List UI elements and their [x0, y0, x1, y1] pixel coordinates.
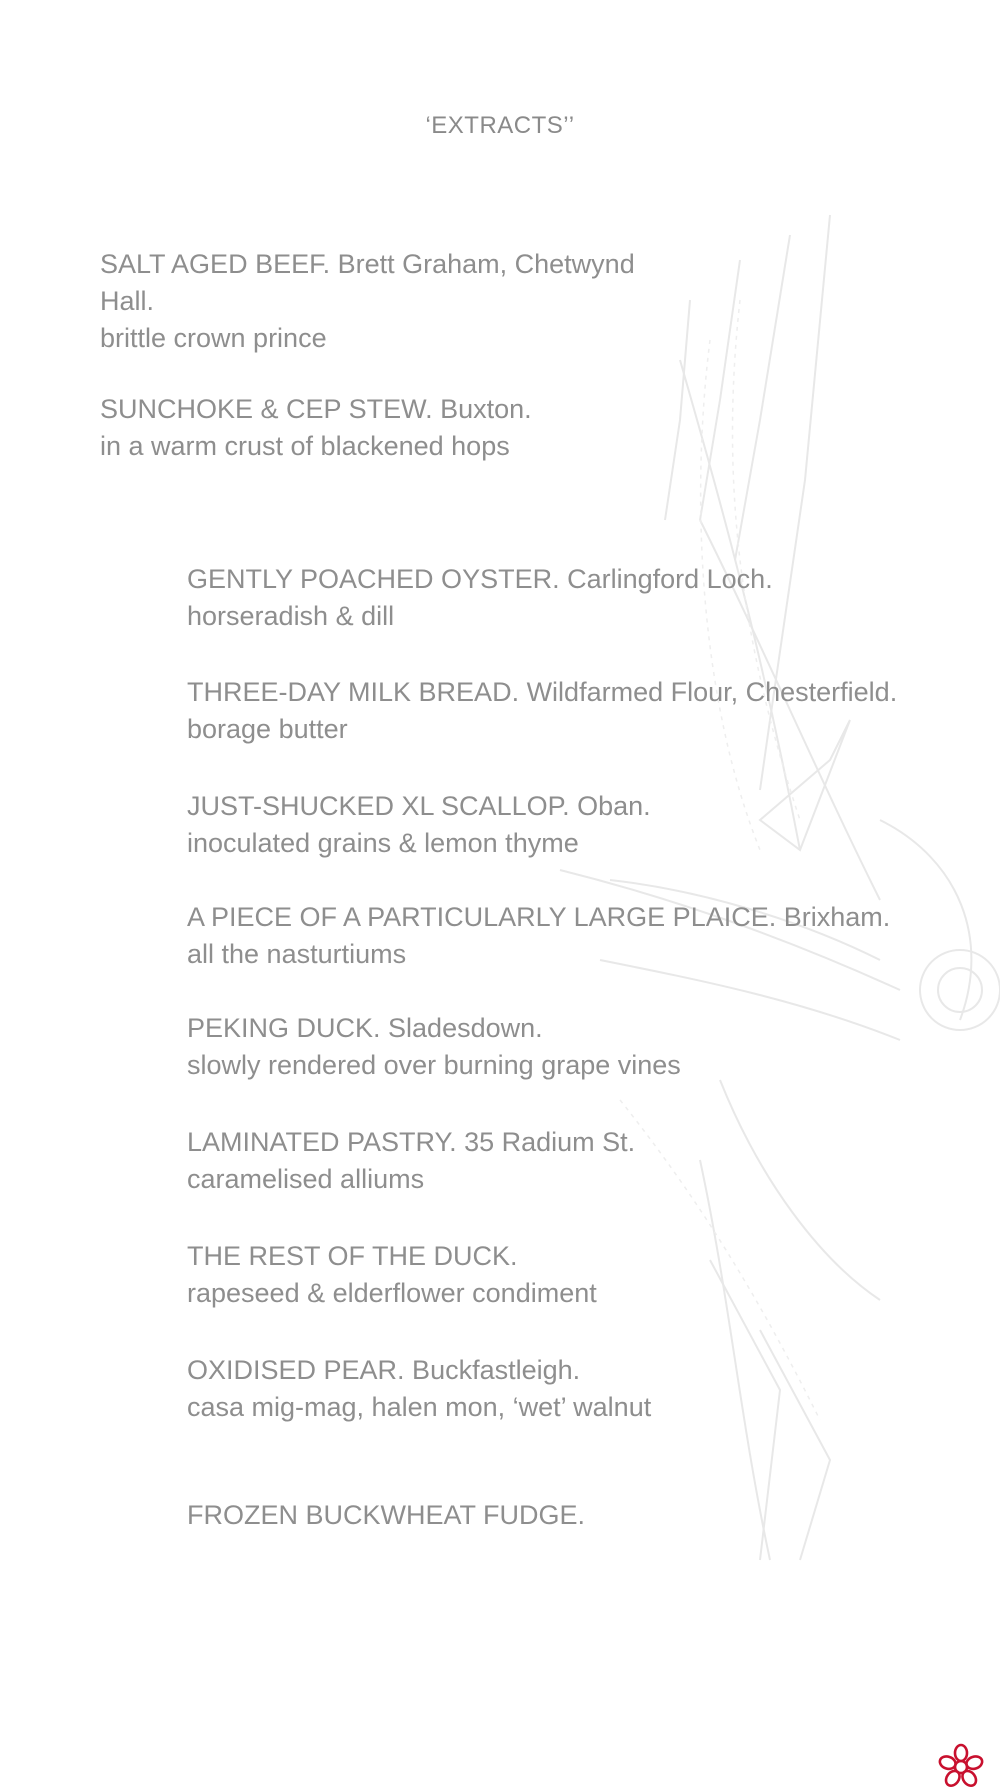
menu-item [187, 1238, 597, 1312]
dish-name: SUNCHOKE & CEP STEW. Buxton. [100, 394, 532, 424]
michelin-star-icon [936, 1742, 986, 1792]
dish-description: in a warm crust of blackened hops [100, 431, 510, 461]
dish-description: brittle crown prince [100, 323, 327, 353]
dish-description: inoculated grains & lemon thyme [187, 828, 579, 858]
menu-item [187, 1352, 651, 1426]
menu-item [187, 1497, 585, 1534]
menu-item [100, 391, 532, 465]
menu-item [187, 1010, 681, 1084]
menu-item [187, 1124, 635, 1198]
dish-description: slowly rendered over burning grape vines [187, 1050, 681, 1080]
dish-description: horseradish & dill [187, 601, 395, 631]
dish-name: Hall. [100, 286, 155, 316]
dish-name: GENTLY POACHED OYSTER. Carlingford Loch. [187, 564, 773, 594]
menu-item [187, 899, 890, 973]
menu-title: ‘EXTRACTS’’ [425, 112, 575, 139]
dish-name: JUST-SHUCKED XL SCALLOP. Oban. [187, 791, 651, 821]
dish-name: SALT AGED BEEF. Brett Graham, Chetwynd [100, 249, 635, 279]
menu-item [187, 674, 897, 748]
dish-description: casa mig-mag, halen mon, ‘wet’ walnut [187, 1392, 652, 1422]
dish-name: FROZEN BUCKWHEAT FUDGE. [187, 1500, 586, 1530]
dish-description: caramelised alliums [187, 1164, 425, 1194]
dish-name: LAMINATED PASTRY. 35 Radium St. [187, 1127, 636, 1157]
dish-name: THE REST OF THE DUCK. [187, 1241, 518, 1271]
dish-name: THREE-DAY MILK BREAD. Wildfarmed Flour, Chesterfield. [187, 677, 898, 707]
dish-description: all the nasturtiums [187, 939, 407, 969]
dish-name: OXIDISED PEAR. Buckfastleigh. [187, 1355, 581, 1385]
menu-item [187, 788, 651, 862]
menu-item [187, 561, 773, 635]
dish-name: PEKING DUCK. Sladesdown. [187, 1013, 543, 1043]
dish-description: rapeseed & elderflower condiment [187, 1278, 597, 1308]
dish-description: borage butter [187, 714, 348, 744]
menu-item [100, 246, 635, 357]
dish-name: A PIECE OF A PARTICULARLY LARGE PLAICE. Brixham. [187, 902, 891, 932]
